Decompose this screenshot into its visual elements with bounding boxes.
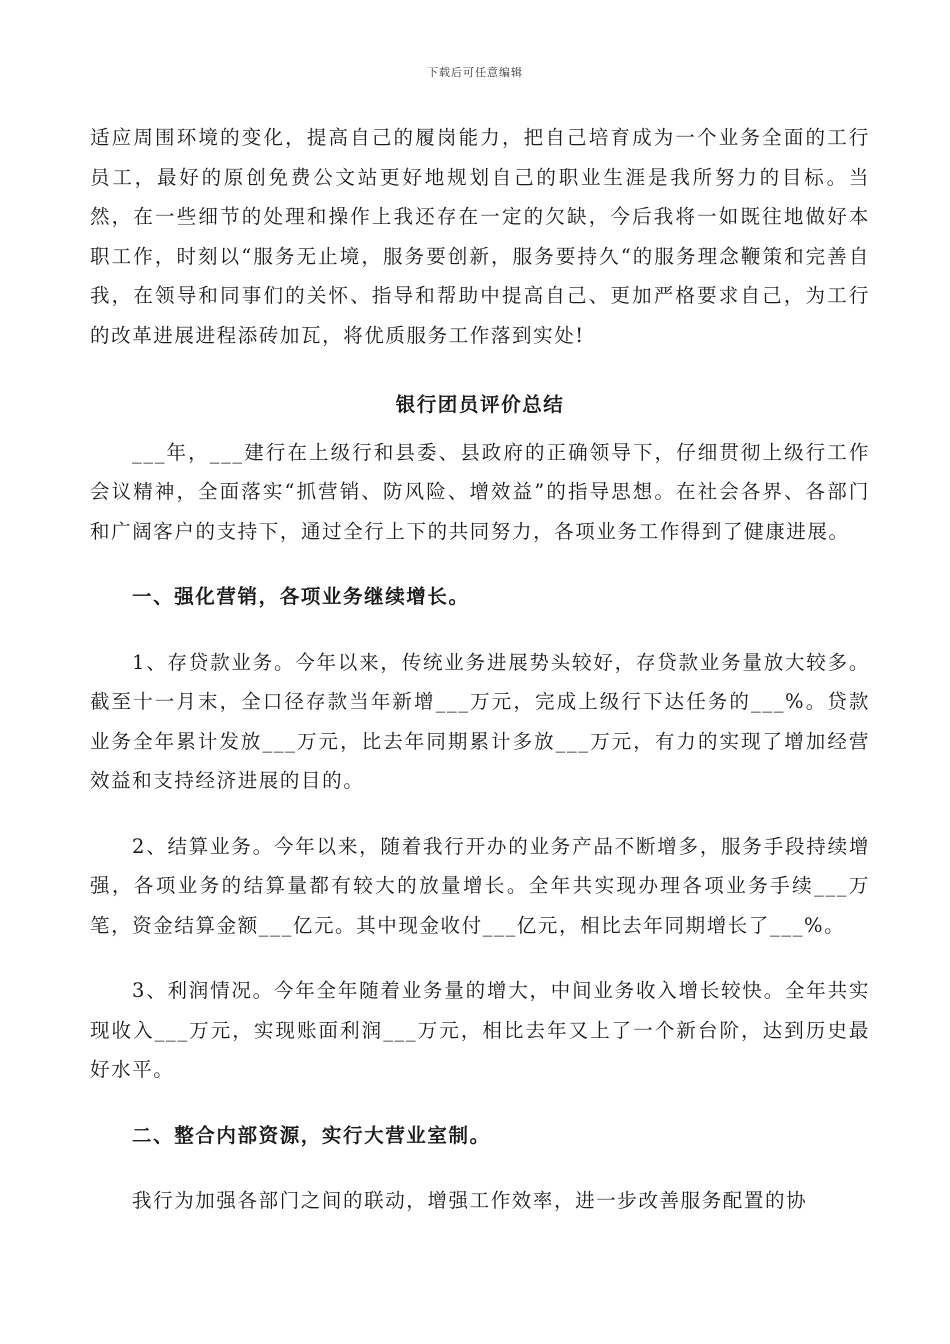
section2-paragraph: 我行为加强各部门之间的联动，增强工作效率，进一步改善服务配置的协 — [132, 1189, 808, 1212]
section-heading-1: 一、强化营销，各项业务继续增长。 — [132, 585, 470, 608]
item-paragraph-1: 1、存贷款业务。今年以来，传统业务进展势头较好，存贷款业务量放大较多。截至十一月末，全口径存款当年新增___万元，完成上级行下达任务的___%。贷款业务全年累计发放___万元，比去年同期累计多放___万元，有力的实现了增加经营效益和支持经济进展的目的。 — [90, 650, 870, 792]
item-paragraph-3: 3、利润情况。今年全年随着业务量的增大，中间业务收入增长较快。全年共实现收入___万元，实现账面利润___万元，相比去年又上了一个新台阶，达到历史最好水平。 — [90, 979, 870, 1081]
item-paragraph-2: 2、结算业务。今年以来，随着我行开办的业务产品不断增多，服务手段持续增强，各项业务的结算量都有较大的放量增长。全年共实现办理各项业务手续___万笔，资金结算金额___亿元。其中现金收付___亿元，相比去年同期增长了___%。 — [90, 834, 870, 937]
section-heading-2: 二、整合内部资源，实行大营业室制。 — [132, 1123, 491, 1147]
document-title: 银行团员评价总结 — [395, 393, 565, 416]
opening-paragraph: ___年，___建行在上级行和县委、县政府的正确领导下，仔细贯彻上级行工作会议精神，全面落实“抓营销、防风险、增效益”的指导思想。在社会各界、各部门和广阔客户的支持下，通过全行上下的共同努力，各项业务工作得到了健康进展。 — [90, 440, 870, 543]
intro-paragraph: 适应周围环境的变化，提高自己的履岗能力，把自己培育成为一个业务全面的工行员工，最好的原创免费公文站更好地规划自己的职业生涯是我所努力的目标。当然，在一些细节的处理和操作上我还存在一定的欠缺，今后我将一如既往地做好本职工作，时刻以“服务无止境，服务要创新，服务要持久“的服务理念鞭策和完善自我，在领导和同事们的关怀、指导和帮助中提高自己、更加严格要求自己，为工行的改革进展进程添砖加瓦，将优质服务工作落到实处! — [90, 126, 870, 347]
document-body — [90, 118, 870, 1221]
page-header: 下载后可任意编辑 — [427, 66, 523, 79]
